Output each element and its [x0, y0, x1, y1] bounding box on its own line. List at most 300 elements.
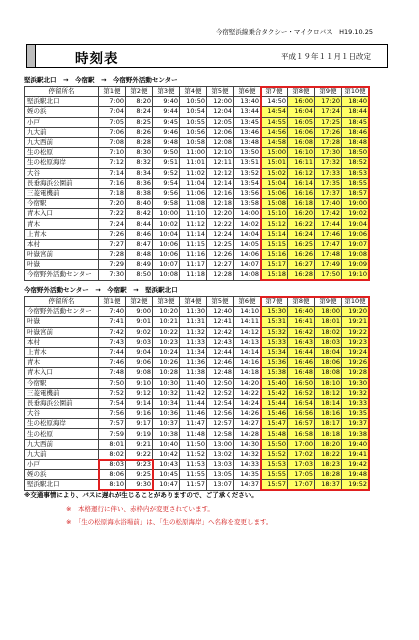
table-row	[25, 199, 369, 209]
departure-time: 11:04	[180, 178, 207, 188]
departure-time: 18:37	[315, 480, 342, 490]
departure-time: 18:44	[342, 107, 369, 117]
departure-time: 14:32	[234, 449, 261, 459]
table-row	[25, 219, 369, 229]
departure-time: 14:00	[234, 209, 261, 219]
departure-time: 11:18	[180, 270, 207, 280]
departure-time: 14:24	[234, 398, 261, 408]
table-row	[25, 307, 369, 317]
stop-name: 堅浜駅北口	[25, 480, 99, 490]
departure-time: 9:58	[153, 199, 180, 209]
stop-name: 上青木	[25, 347, 99, 357]
table-row	[25, 337, 369, 347]
departure-time: 8:46	[126, 229, 153, 239]
column-header-stop: 停留所名	[25, 87, 99, 97]
departure-time: 11:36	[180, 358, 207, 368]
stop-name: 生の松原海岸	[25, 158, 99, 168]
departure-time: 18:00	[315, 307, 342, 317]
column-header-trip: 第3便	[153, 297, 180, 307]
departure-time: 7:28	[99, 250, 126, 260]
departure-time: 8:48	[126, 250, 153, 260]
departure-time: 7:18	[99, 188, 126, 198]
departure-time: 12:11	[207, 158, 234, 168]
departure-time: 13:00	[207, 439, 234, 449]
departure-time: 18:46	[342, 127, 369, 137]
departure-time: 9:48	[153, 137, 180, 147]
note-traffic: ※交通事情により、バスに遅れが生じることがありますので、ご了承ください。	[24, 491, 258, 499]
column-header-trip: 第1便	[99, 87, 126, 97]
departure-time: 7:30	[99, 270, 126, 280]
departure-time: 7:27	[99, 239, 126, 249]
stop-name: 今宿野外活動センター	[25, 270, 99, 280]
departure-time: 13:05	[207, 470, 234, 480]
departure-time: 12:16	[207, 188, 234, 198]
stop-name: 三菱電機前	[25, 188, 99, 198]
departure-time: 17:20	[315, 97, 342, 107]
departure-time: 8:44	[126, 219, 153, 229]
departure-time: 7:06	[99, 127, 126, 137]
departure-time: 12:06	[207, 127, 234, 137]
departure-time: 12:08	[207, 137, 234, 147]
departure-time: 16:26	[288, 250, 315, 260]
stop-name: 長垂海浜公園前	[25, 178, 99, 188]
departure-time: 17:49	[315, 260, 342, 270]
departure-time: 7:43	[99, 337, 126, 347]
departure-time: 16:44	[288, 347, 315, 357]
departure-time: 7:54	[99, 398, 126, 408]
departure-time: 16:27	[288, 260, 315, 270]
departure-time: 16:28	[288, 270, 315, 280]
departure-time: 19:08	[342, 250, 369, 260]
departure-time: 14:28	[234, 429, 261, 439]
departure-time: 13:54	[234, 178, 261, 188]
departure-time: 16:06	[288, 127, 315, 137]
departure-time: 9:56	[153, 188, 180, 198]
departure-time: 12:43	[207, 337, 234, 347]
departure-time: 16:46	[288, 358, 315, 368]
departure-time: 13:50	[234, 148, 261, 158]
departure-time: 14:18	[234, 368, 261, 378]
table-row	[25, 358, 369, 368]
departure-time: 18:04	[315, 347, 342, 357]
column-header-trip: 第8便	[288, 87, 315, 97]
departure-time: 15:00	[261, 148, 288, 158]
departure-time: 15:42	[261, 388, 288, 398]
notes	[24, 490, 272, 526]
departure-time: 19:10	[342, 270, 369, 280]
departure-time: 7:48	[99, 368, 126, 378]
stop-name: 長垂海浜公園前	[25, 398, 99, 408]
departure-time: 13:58	[234, 199, 261, 209]
departure-time: 9:40	[153, 97, 180, 107]
departure-time: 15:50	[261, 439, 288, 449]
column-header-trip: 第6便	[234, 297, 261, 307]
departure-time: 9:45	[153, 117, 180, 127]
column-header-trip: 第3便	[153, 87, 180, 97]
departure-time: 9:46	[153, 127, 180, 137]
departure-time: 17:30	[315, 148, 342, 158]
departure-time: 8:34	[126, 168, 153, 178]
departure-time: 16:48	[288, 368, 315, 378]
departure-time: 12:58	[207, 429, 234, 439]
stop-name: 青木	[25, 358, 99, 368]
table-row	[25, 107, 369, 117]
header-row	[25, 87, 369, 97]
table-row	[25, 388, 369, 398]
departure-time: 9:44	[153, 107, 180, 117]
stop-name: 今宿駅	[25, 199, 99, 209]
departure-time: 9:21	[126, 439, 153, 449]
departure-time: 13:40	[234, 97, 261, 107]
departure-time: 7:41	[99, 317, 126, 327]
column-header-trip: 第9便	[315, 297, 342, 307]
table-row	[25, 429, 369, 439]
column-header-trip: 第4便	[180, 297, 207, 307]
table-row	[25, 148, 369, 158]
departure-time: 12:56	[207, 409, 234, 419]
departure-time: 14:16	[234, 358, 261, 368]
departure-time: 11:32	[180, 327, 207, 337]
departure-time: 17:07	[288, 480, 315, 490]
stop-name: 本村	[25, 239, 99, 249]
departure-time: 18:45	[342, 117, 369, 127]
stop-name: 堅浜駅北口	[25, 97, 99, 107]
departure-time: 11:57	[180, 480, 207, 490]
departure-time: 10:38	[153, 429, 180, 439]
departure-time: 8:32	[126, 158, 153, 168]
departure-time: 18:01	[315, 317, 342, 327]
departure-time: 19:32	[342, 388, 369, 398]
departure-time: 15:57	[261, 480, 288, 490]
column-header-trip: 第10便	[342, 297, 369, 307]
stop-name: 三菱電機前	[25, 388, 99, 398]
departure-time: 12:52	[207, 388, 234, 398]
departure-time: 15:33	[261, 337, 288, 347]
departure-time: 11:17	[180, 260, 207, 270]
departure-time: 11:12	[180, 219, 207, 229]
departure-time: 16:58	[288, 429, 315, 439]
departure-time: 16:08	[288, 137, 315, 147]
departure-time: 7:50	[99, 378, 126, 388]
column-header-trip: 第1便	[99, 297, 126, 307]
departure-time: 10:26	[153, 358, 180, 368]
departure-time: 18:08	[315, 368, 342, 378]
stop-name: 生の松原	[25, 148, 99, 158]
departure-time: 11:48	[180, 429, 207, 439]
stop-name: 九大西前	[25, 439, 99, 449]
table-row	[25, 270, 369, 280]
departure-time: 19:04	[342, 219, 369, 229]
departure-time: 9:23	[126, 460, 153, 470]
departure-time: 10:07	[153, 260, 180, 270]
departure-time: 17:28	[315, 137, 342, 147]
departure-time: 7:16	[99, 178, 126, 188]
departure-time: 17:32	[315, 158, 342, 168]
departure-time: 7:44	[99, 347, 126, 357]
departure-time: 11:40	[180, 378, 207, 388]
departure-time: 17:35	[315, 178, 342, 188]
departure-time: 12:22	[207, 219, 234, 229]
column-header-trip: 第5便	[207, 297, 234, 307]
table-row	[25, 317, 369, 327]
departure-time: 8:26	[126, 127, 153, 137]
departure-time: 12:48	[207, 368, 234, 378]
departure-time: 14:58	[261, 137, 288, 147]
departure-time: 10:22	[153, 327, 180, 337]
departure-time: 7:20	[99, 199, 126, 209]
departure-time: 12:41	[207, 317, 234, 327]
departure-time: 12:12	[207, 168, 234, 178]
departure-time: 8:40	[126, 199, 153, 209]
departure-time: 19:35	[342, 409, 369, 419]
departure-time: 10:06	[153, 250, 180, 260]
departure-time: 11:47	[180, 419, 207, 429]
departure-time: 14:22	[234, 388, 261, 398]
departure-time: 15:17	[261, 260, 288, 270]
departure-time: 17:47	[315, 239, 342, 249]
departure-time: 9:04	[126, 347, 153, 357]
table-row	[25, 378, 369, 388]
departure-time: 19:00	[342, 199, 369, 209]
departure-time: 9:08	[126, 368, 153, 378]
departure-time: 16:42	[288, 327, 315, 337]
page-title: 時刻表	[75, 51, 119, 67]
header-note: 今宿堅浜線乗合タクシー・マイクロバス H19.10.25	[215, 28, 373, 36]
column-header-trip: 第4便	[180, 87, 207, 97]
stop-name: 大谷	[25, 409, 99, 419]
departure-time: 11:01	[180, 158, 207, 168]
table-row	[25, 460, 369, 470]
departure-time: 9:00	[126, 307, 153, 317]
departure-time: 18:02	[315, 327, 342, 337]
departure-time: 15:40	[261, 378, 288, 388]
departure-time: 9:19	[126, 429, 153, 439]
departure-time: 15:12	[261, 219, 288, 229]
stop-name: 小戸	[25, 117, 99, 127]
stop-name: 青木入口	[25, 209, 99, 219]
column-header-trip: 第5便	[207, 87, 234, 97]
table-row	[25, 178, 369, 188]
stop-name: 上青木	[25, 229, 99, 239]
departure-time: 14:06	[234, 250, 261, 260]
departure-time: 10:47	[153, 480, 180, 490]
departure-time: 16:57	[288, 419, 315, 429]
departure-time: 17:40	[315, 199, 342, 209]
departure-time: 11:34	[180, 347, 207, 357]
table-row	[25, 250, 369, 260]
departure-time: 10:32	[153, 388, 180, 398]
departure-time: 14:27	[234, 419, 261, 429]
departure-time: 13:07	[207, 480, 234, 490]
departure-time: 14:04	[234, 229, 261, 239]
departure-time: 7:14	[99, 168, 126, 178]
departure-time: 9:14	[126, 398, 153, 408]
route-heading-outbound: 堅浜駅北口 → 今宿駅 → 今宿野外活動センター	[24, 76, 178, 84]
departure-time: 7:29	[99, 260, 126, 270]
departure-time: 17:03	[288, 460, 315, 470]
table-row	[25, 127, 369, 137]
table-row	[25, 398, 369, 408]
timetable-outbound	[24, 86, 369, 281]
departure-time: 15:53	[261, 460, 288, 470]
column-header-trip: 第2便	[126, 297, 153, 307]
departure-time: 9:12	[126, 388, 153, 398]
departure-time: 14:11	[234, 317, 261, 327]
departure-time: 7:08	[99, 137, 126, 147]
departure-time: 12:24	[207, 229, 234, 239]
departure-time: 18:52	[342, 158, 369, 168]
departure-time: 15:44	[261, 398, 288, 408]
table-row	[25, 449, 369, 459]
departure-time: 19:30	[342, 378, 369, 388]
table-row	[25, 470, 369, 480]
title-banner	[26, 44, 388, 68]
title-tab-decoration	[27, 45, 36, 67]
column-header-trip: 第9便	[315, 87, 342, 97]
departure-time: 18:23	[315, 460, 342, 470]
departure-time: 7:04	[99, 107, 126, 117]
stop-name: 生の松原	[25, 429, 99, 439]
departure-time: 19:26	[342, 358, 369, 368]
stop-name: 姪の浜	[25, 107, 99, 117]
departure-time: 10:23	[153, 337, 180, 347]
departure-time: 12:25	[207, 239, 234, 249]
departure-time: 14:50	[261, 97, 288, 107]
departure-time: 11:50	[180, 439, 207, 449]
departure-time: 16:52	[288, 388, 315, 398]
departure-time: 10:43	[153, 460, 180, 470]
column-header-trip: 第6便	[234, 87, 261, 97]
departure-time: 12:04	[207, 107, 234, 117]
departure-time: 18:10	[315, 378, 342, 388]
departure-time: 19:09	[342, 260, 369, 270]
departure-time: 14:14	[234, 347, 261, 357]
departure-time: 8:50	[126, 270, 153, 280]
departure-time: 18:22	[315, 449, 342, 459]
departure-time: 9:10	[126, 378, 153, 388]
departure-time: 18:55	[342, 178, 369, 188]
table-row	[25, 480, 369, 490]
departure-time: 9:16	[126, 409, 153, 419]
departure-time: 19:21	[342, 317, 369, 327]
departure-time: 17:05	[288, 470, 315, 480]
departure-time: 7:40	[99, 307, 126, 317]
departure-time: 18:48	[342, 137, 369, 147]
departure-time: 14:13	[234, 337, 261, 347]
departure-time: 10:06	[153, 239, 180, 249]
departure-time: 19:42	[342, 460, 369, 470]
departure-time: 12:44	[207, 347, 234, 357]
departure-time: 17:33	[315, 168, 342, 178]
departure-time: 11:10	[180, 209, 207, 219]
departure-time: 10:20	[153, 307, 180, 317]
stop-name: 姪の浜	[25, 470, 99, 480]
departure-time: 17:46	[315, 229, 342, 239]
departure-time: 18:50	[342, 148, 369, 158]
departure-time: 19:24	[342, 347, 369, 357]
departure-time: 15:15	[261, 239, 288, 249]
departure-time: 12:42	[207, 327, 234, 337]
departure-time: 8:06	[99, 470, 126, 480]
table-row	[25, 188, 369, 198]
note-rename: ※ 「生の松原海水浴場前」は、「生の松原海岸」へ名称を変更します。	[66, 518, 273, 526]
departure-time: 16:10	[288, 148, 315, 158]
departure-time: 14:08	[234, 270, 261, 280]
departure-time: 19:06	[342, 229, 369, 239]
departure-time: 13:56	[234, 188, 261, 198]
departure-time: 19:38	[342, 429, 369, 439]
departure-time: 17:48	[315, 250, 342, 260]
departure-time: 12:26	[207, 250, 234, 260]
departure-time: 19:07	[342, 239, 369, 249]
departure-time: 16:16	[288, 188, 315, 198]
stop-name: 九大前	[25, 449, 99, 459]
departure-time: 18:40	[342, 97, 369, 107]
departure-time: 8:36	[126, 178, 153, 188]
departure-time: 19:23	[342, 337, 369, 347]
departure-time: 8:38	[126, 188, 153, 198]
departure-time: 8:47	[126, 239, 153, 249]
column-header-stop: 停留所名	[25, 297, 99, 307]
departure-time: 8:03	[99, 460, 126, 470]
departure-time: 11:15	[180, 239, 207, 249]
departure-time: 15:06	[261, 188, 288, 198]
departure-time: 10:21	[153, 317, 180, 327]
departure-time: 15:30	[261, 307, 288, 317]
departure-time: 12:20	[207, 209, 234, 219]
departure-time: 9:50	[153, 148, 180, 158]
stop-name: 青木	[25, 219, 99, 229]
revision-date: 平成１９年１１月１日改定	[281, 52, 371, 61]
departure-time: 14:20	[234, 378, 261, 388]
departure-time: 14:07	[234, 260, 261, 270]
departure-time: 14:30	[234, 439, 261, 449]
departure-time: 17:44	[315, 219, 342, 229]
departure-time: 7:12	[99, 158, 126, 168]
departure-time: 12:00	[207, 97, 234, 107]
departure-time: 11:30	[180, 307, 207, 317]
departure-time: 17:00	[288, 439, 315, 449]
departure-time: 7:57	[99, 419, 126, 429]
departure-time: 7:26	[99, 229, 126, 239]
departure-time: 18:16	[315, 409, 342, 419]
stop-name: 九大西前	[25, 137, 99, 147]
departure-time: 12:40	[207, 307, 234, 317]
departure-time: 10:24	[153, 347, 180, 357]
column-header-trip: 第8便	[288, 297, 315, 307]
departure-time: 14:26	[234, 409, 261, 419]
departure-time: 15:34	[261, 347, 288, 357]
departure-time: 15:47	[261, 419, 288, 429]
departure-time: 7:00	[99, 97, 126, 107]
departure-time: 12:18	[207, 199, 234, 209]
route-heading-inbound: 今宿野外活動センター → 今宿駅 → 堅浜駅北口	[24, 286, 178, 294]
departure-time: 18:17	[315, 419, 342, 429]
departure-time: 10:30	[153, 378, 180, 388]
departure-time: 14:37	[234, 480, 261, 490]
departure-time: 11:42	[180, 388, 207, 398]
departure-time: 10:54	[180, 107, 207, 117]
departure-time: 7:46	[99, 358, 126, 368]
departure-time: 8:20	[126, 97, 153, 107]
departure-time: 15:04	[261, 178, 288, 188]
departure-time: 15:46	[261, 409, 288, 419]
departure-time: 14:10	[234, 307, 261, 317]
departure-time: 8:25	[126, 117, 153, 127]
departure-time: 13:48	[234, 137, 261, 147]
departure-time: 10:58	[180, 137, 207, 147]
departure-time: 12:46	[207, 358, 234, 368]
